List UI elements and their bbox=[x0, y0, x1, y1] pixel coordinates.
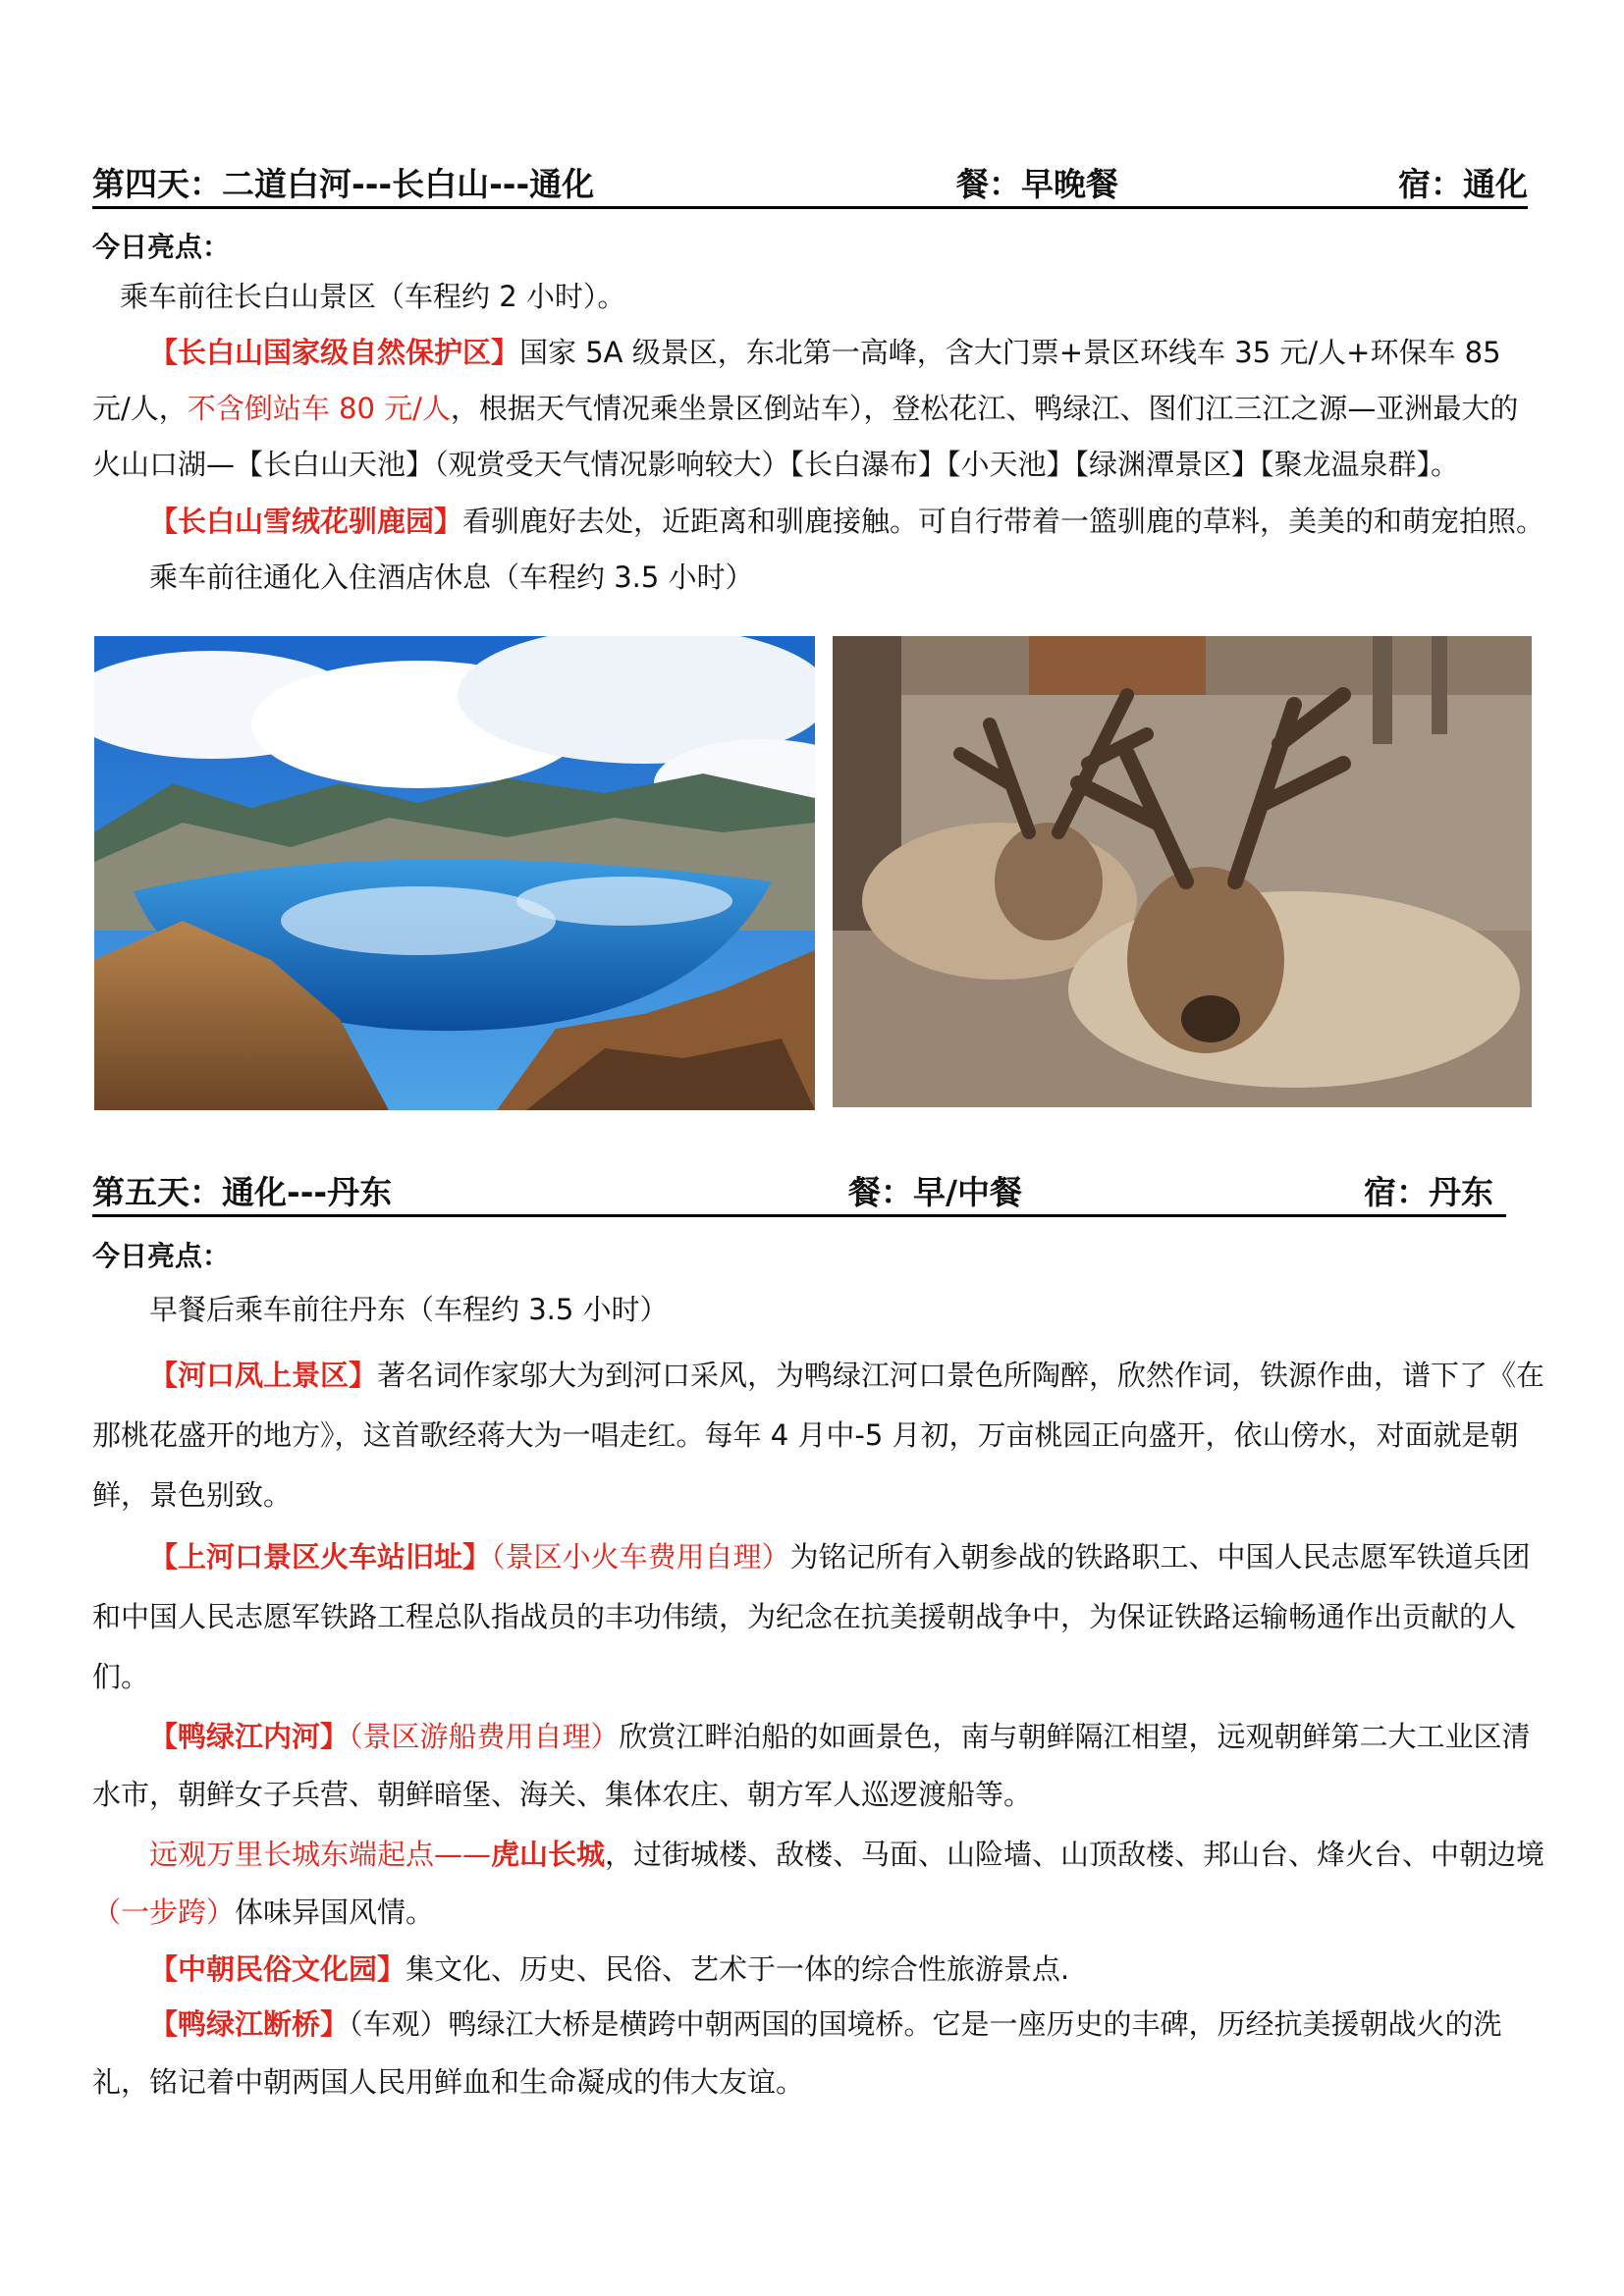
day5-highlights-label: 今日亮点： bbox=[92, 1240, 231, 1272]
day4-stay: 宿：通化 bbox=[1398, 165, 1528, 203]
day5-meals: 餐：早/中餐 bbox=[848, 1173, 1023, 1211]
day4-highlights-label: 今日亮点： bbox=[92, 231, 231, 263]
day5-paragraph-3: 【上河口景区火车站旧址】（景区小火车费用自理）为铭记所有入朝参战的铁路职工、中国人民志愿军铁道兵团和中国人民志愿军铁路工程总队指战员的丰功伟绩，为纪念在抗美援朝战争中，为保证铁路运输畅通作出贡献的人们。 bbox=[92, 1540, 1531, 1693]
day5-paragraph-4: 【鸭绿江内河】（景区游船费用自理）欣赏江畔泊船的如画景色，南与朝鲜隔江相望，远观朝鲜第二大工业区清水市，朝鲜女子兵营、朝鲜暗堡、海关、集体农庄、朝方军人巡逻渡船等。 bbox=[92, 1720, 1531, 1811]
reindeer-photo bbox=[833, 636, 1532, 1107]
day4-header bbox=[92, 163, 1528, 209]
day4-paragraph-3: 【长白山雪绒花驯鹿园】看驯鹿好去处，近距离和驯鹿接触。可自行带着一篮驯鹿的草料，美美的和萌宠拍照。 bbox=[149, 505, 1545, 538]
day5-paragraph-2: 【河口凤上景区】著名词作家邬大为到河口采风，为鸭绿江河口景色所陶醉，欣然作词，铁源作曲，谱下了《在那桃花盛开的地方》，这首歌经蒋大为一唱走红。每年 4 月中-5 月初，万亩桃园正向盛开，依山傍水，对面就是朝鲜，景色别致。 bbox=[92, 1359, 1545, 1512]
tianchi-lake-photo bbox=[94, 636, 815, 1110]
day5-paragraph-1: 早餐后乘车前往丹东（车程约 3.5 小时） bbox=[149, 1293, 669, 1326]
day4-meals: 餐：早晚餐 bbox=[956, 165, 1118, 203]
day5-header bbox=[92, 1171, 1506, 1217]
day4-paragraph-2: 【长白山国家级自然保护区】国家 5A 级景区，东北第一高峰，含大门票+景区环线车 35 元/人+环保车 85 元/人，不含倒站车 80 元/人，根据天气情况乘坐景区倒站车），登松花江、鸭绿江、图们江三江之源—亚洲最大的火山口湖—【长白山天池】（观赏受天气情况影响较大）【长白瀑布】【小天池】【绿渊潭景区】【聚龙温泉群】。 bbox=[92, 336, 1519, 481]
day5-stay: 宿：丹东 bbox=[1364, 1173, 1493, 1211]
day4-paragraph-1: 乘车前往长白山景区（车程约 2 小时）。 bbox=[120, 280, 626, 313]
day4-title: 第四天：二道白河---长白山---通化 bbox=[92, 165, 595, 203]
day4-paragraph-4: 乘车前往通化入住酒店休息（车程约 3.5 小时） bbox=[149, 561, 754, 594]
day5-title: 第五天：通化---丹东 bbox=[92, 1173, 393, 1211]
day5-paragraph-5: 远观万里长城东端起点——虎山长城，过街城楼、敌楼、马面、山险墙、山顶敌楼、邦山台、烽火台、中朝边境（一步跨）体味异国风情。 bbox=[92, 1838, 1545, 1929]
day5-paragraph-7: 【鸭绿江断桥】（车观）鸭绿江大桥是横跨中朝两国的国境桥。它是一座历史的丰碑，历经抗美援朝战火的洗礼，铭记着中朝两国人民用鲜血和生命凝成的伟大友谊。 bbox=[92, 2007, 1502, 2099]
day5-paragraph-6: 【中朝民俗文化园】集文化、历史、民俗、艺术于一体的综合性旅游景点. bbox=[149, 1952, 1070, 1986]
